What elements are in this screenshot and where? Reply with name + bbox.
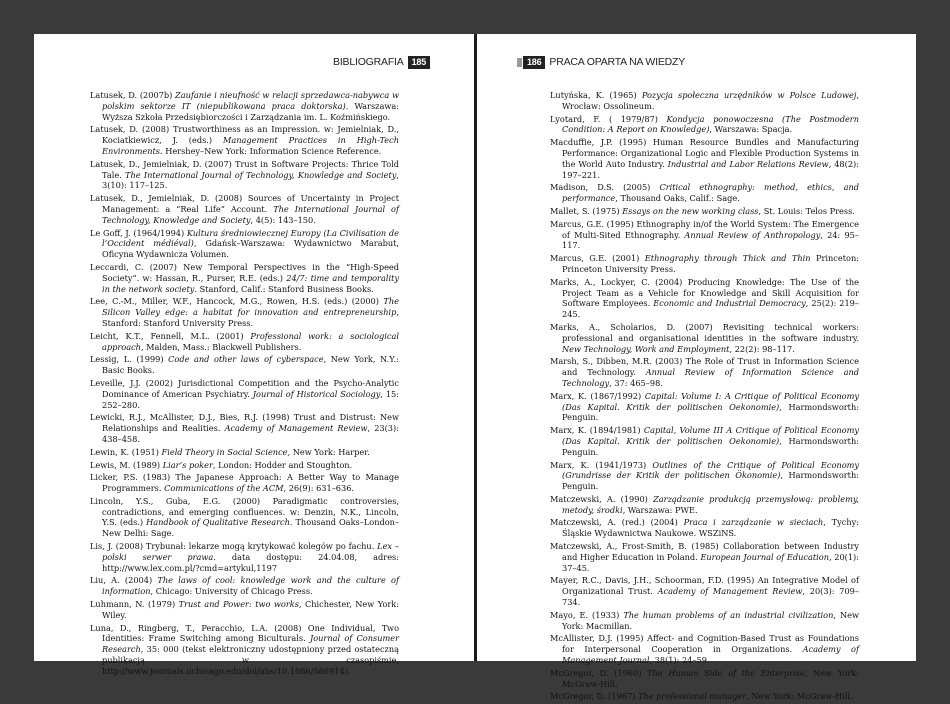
bibliography-entry: Macduffie, J.P. (1995) Human Resource Bundles and Manufacturing Performance: Organizational Logic and Flexible Production Systems in the World Auto Industry. Industrial and Labor Relations Review, 48(2): 197–221.	[550, 137, 859, 180]
left-page	[34, 34, 474, 676]
bibliography-entry: Matczewski, A. (red.) (2004) Praca i zarządzanie w sieciach, Tychy: Śląskie Wydawnictwa Naukowe. WSZiNS.	[550, 517, 859, 539]
right-page-number: 186	[523, 56, 545, 69]
bibliography-entry: Mayo, E. (1933) The human problems of an industrial civilization, New York: Macmillan.	[550, 609, 859, 631]
bibliography-entry: Leicht, K.T., Fennell, M.L. (2001) Professional work: a sociological approach, Malden, Mass.: Blackwell Publishers.	[90, 330, 399, 352]
bibliography-entry: Latusek, D. (2008) Trustworthiness as an Impression. w: Jemielniak, D., Kociatkiewicz, J. (eds.) Management Practices in High-Tech Environments. Hershey–New York: Information Science Reference.	[90, 124, 399, 156]
bibliography-entry: McAllister, D.J. (1995) Affect- and Cognition-Based Trust as Foundations for Interpersonal Cooperation in Organizations. Academy of Management Journal, 38(1): 24–59.	[550, 633, 860, 666]
bibliography-entry: Leccardi, C. (2007) New Temporal Perspectives in the “High-Speed Society”. w: Hassan, R., Purser, R.E. (eds.) 24/7: time and temporality in the network society. Stanford, Calif.: Stanford Business Books.	[90, 261, 400, 294]
bibliography-entry: Marks, A., Scholarios, D. (2007) Revisiting technical workers: professional and organisational identities in the software industry. New Technology, Work and Employment, 22(2): 98–117.	[550, 321, 859, 354]
bibliography-entry: McGregor, D. (1960) The Human Side of the Enterprise, New York: McGraw-Hill.	[550, 667, 859, 689]
bibliography-entry: Latusek, D. (2007b) Zaufanie i nieufność w relacji sprzedawca-nabywca w polskim sektorze IT (niepublikowana praca doktorska). Warszawa: Wyższa Szkoła Przedsiębiorczości i Zarządzania im. L. Koźmińskiego.	[90, 90, 399, 122]
bibliography-entry: Matczewski, A., Frost-Smith, B. (1985) Collaboration between Industry and Higher Education in Poland. European Journal of Education, 20(1): 37–45.	[550, 541, 860, 573]
bibliography-entry: Lis, J. (2008) Trybunał: lekarze mogą krytykować kolegów po fachu. Lex – polski serwer prawa. data dostępu: 24.04.08, adres: http://www.lex.com.pl/?cmd=artykul,1197	[90, 541, 399, 573]
left-header-title: BIBLIOGRAFIA	[333, 56, 404, 68]
bibliography-entry: McGregor, D. (1967) The professional manager, New York: McGraw-Hill.	[550, 691, 853, 702]
bibliography-entry: Marsh, S., Dibben, M.R. (2003) The Role of Trust in Information Science and Technology. Annual Review of Information Science and Technology, 37: 465–98.	[550, 356, 859, 388]
left-running-header	[333, 55, 430, 69]
bibliography-entry: Marx, K. (1894/1981) Capital, Volume III A Critique of Political Economy (Das Kapital. Kritik der politischen Oekonomie), Harmondsworth: Penguin.	[550, 425, 859, 457]
bibliography-entry: Marcus, G.E. (1995) Ethnography in/of the World System: The Emergence of Multi-Sited Ethnography. Annual Review of Anthropology, 24: 95–117.	[550, 218, 859, 251]
bibliography-entry: Lyotard, F. ( 1979/87) Kondycja ponowoczesna (The Postmodern Condition: A Report on Knowledge), Warszawa: Spacja.	[550, 113, 859, 135]
bibliography-entry: Marx, K. (1867/1992) Capital: Volume I: A Critique of Political Economy (Das Kapital. Kritik der politischen Oekonomie), Harmondsworth: Penguin.	[550, 390, 859, 423]
bibliography-entry: Lewicki, R.J., McAllister, D.J., Bies, R.J. (1998) Trust and Distrust: New Relationships and Realities. Academy of Management Review, 23(3): 438–458.	[90, 412, 399, 444]
right-bibliography-list	[550, 90, 859, 704]
bibliography-entry: Luhmann, N. (1979) Trust and Power: two works, Chichester, New York: Wiley.	[90, 599, 399, 620]
right-page	[477, 34, 916, 702]
bibliography-entry: Mallet, S. (1975) Essays on the new working class, St. Louis: Telos Press.	[550, 205, 855, 216]
header-bar-icon	[517, 58, 522, 67]
bibliography-entry: Licker, P.S. (1983) The Japanese Approach: A Better Way to Manage Programmers. Communications of the ACM, 26(9): 631–636.	[90, 472, 399, 494]
bibliography-entry: Matczewski, A. (1990) Zarządzanie produkcją przemysłową: problemy, metody, środki, Warszawa: PWE.	[550, 493, 859, 515]
bibliography-entry: Marks, A., Lockyer, C. (2004) Producing Knowledge: The Use of the Project Team as a Vehicle for Knowledge and Skill Acquisition for Software Employees. Economic and Industrial Democracy, 25(2): 219–245.	[550, 276, 859, 320]
bibliography-entry: Lee, C.-M., Miller, W.F., Hancock, M.G., Rowen, H.S. (eds.) (2000) The Silicon Valley edge: a habitat for innovation and entrepreneurship, Stanford: Stanford University Press.	[90, 296, 399, 328]
bibliography-entry: Mayer, R.C., Davis, J.H., Schoorman, F.D. (1995) An Integrative Model of Organizational Trust. Academy of Management Review, 20(3): 709–734.	[550, 575, 859, 608]
bibliography-entry: Madison, D.S. (2005) Critical ethnography: method, ethics, and performance, Thousand Oaks, Calif.: Sage.	[550, 182, 859, 204]
bibliography-entry: Latusek, D., Jemielniak, D. (2008) Sources of Uncertainty in Project Management: a “Real Life” Account. The International Journal of Technology, Knowledge and Society, 4(5): 143–150.	[90, 193, 399, 225]
bibliography-entry: Latusek, D., Jemielniak, D. (2007) Trust in Software Projects: Thrice Told Tale. The International Journal of Technology, Knowledge and Society, 3(10): 117–125.	[90, 158, 399, 191]
bibliography-entry: Lutyńska, K. (1965) Pozycja społeczna urzędników w Polsce Ludowej, Wrocław: Ossolineum.	[550, 90, 859, 111]
bibliography-entry: Luna, D., Ringberg, T., Peracchio, L.A. (2008) One Individual, Two Identities: Frame Switching among Biculturals. Journal of Consumer Research, 35: 000 (tekst elektroniczny udostępniony przed ostateczną publikacją w czasopiśmie, http://www.journals.uchicago.edu/doi/abs/10.1086/586914).	[90, 622, 399, 676]
bibliography-entry: Lincoln, Y.S., Guba, E.G. (2000) Paradigmatic controversies, contradictions, and emerging confluences. w: Denzin, N.K., Lincoln, Y.S. (eds.) Handbook of Qualitative Research. Thousand Oaks–London–New Delhi: Sage.	[90, 495, 399, 539]
bibliography-entry: Leveille, J.J. (2002) Jurisdictional Competition and the Psycho-Analytic Dominance of American Psychiatry. Journal of Historical Sociology, 15: 252–280.	[90, 377, 399, 410]
left-page-number: 185	[408, 56, 430, 69]
bibliography-entry: Lessig, L. (1999) Code and other laws of cyberspace, New York, N.Y.: Basic Books.	[90, 354, 399, 376]
bibliography-entry: Le Goff, J. (1964/1994) Kultura średniowiecznej Europy (La Civilisation de l’Occident médiéval), Gdańsk–Warszawa: Wydawnictwo Marabut, Oficyna Wydawnicza Volumen.	[90, 227, 400, 260]
right-header-title: PRACA OPARTA NA WIEDZY	[549, 56, 686, 68]
bibliography-entry: Lewis, M. (1989) Liar’s poker, London: Hodder and Stoughton.	[90, 459, 353, 470]
bibliography-entry: Marcus, G.E. (2001) Ethnography through Thick and Thin Princeton: Princeton University Press.	[550, 253, 859, 274]
bibliography-entry: Lewin, K. (1951) Field Theory in Social Science, New York: Harper.	[90, 446, 370, 457]
left-bibliography-list	[90, 90, 399, 679]
bibliography-entry: Liu, A. (2004) The laws of cool: knowledge work and the culture of information, Chicago: University of Chicago Press.	[90, 575, 399, 597]
right-running-header	[517, 55, 685, 69]
bibliography-entry: Marx, K. (1941/1973) Outlines of the Critique of Political Economy (Grundrisse der Kritik der politischen Ökonomie), Harmondsworth: Penguin.	[550, 459, 860, 492]
